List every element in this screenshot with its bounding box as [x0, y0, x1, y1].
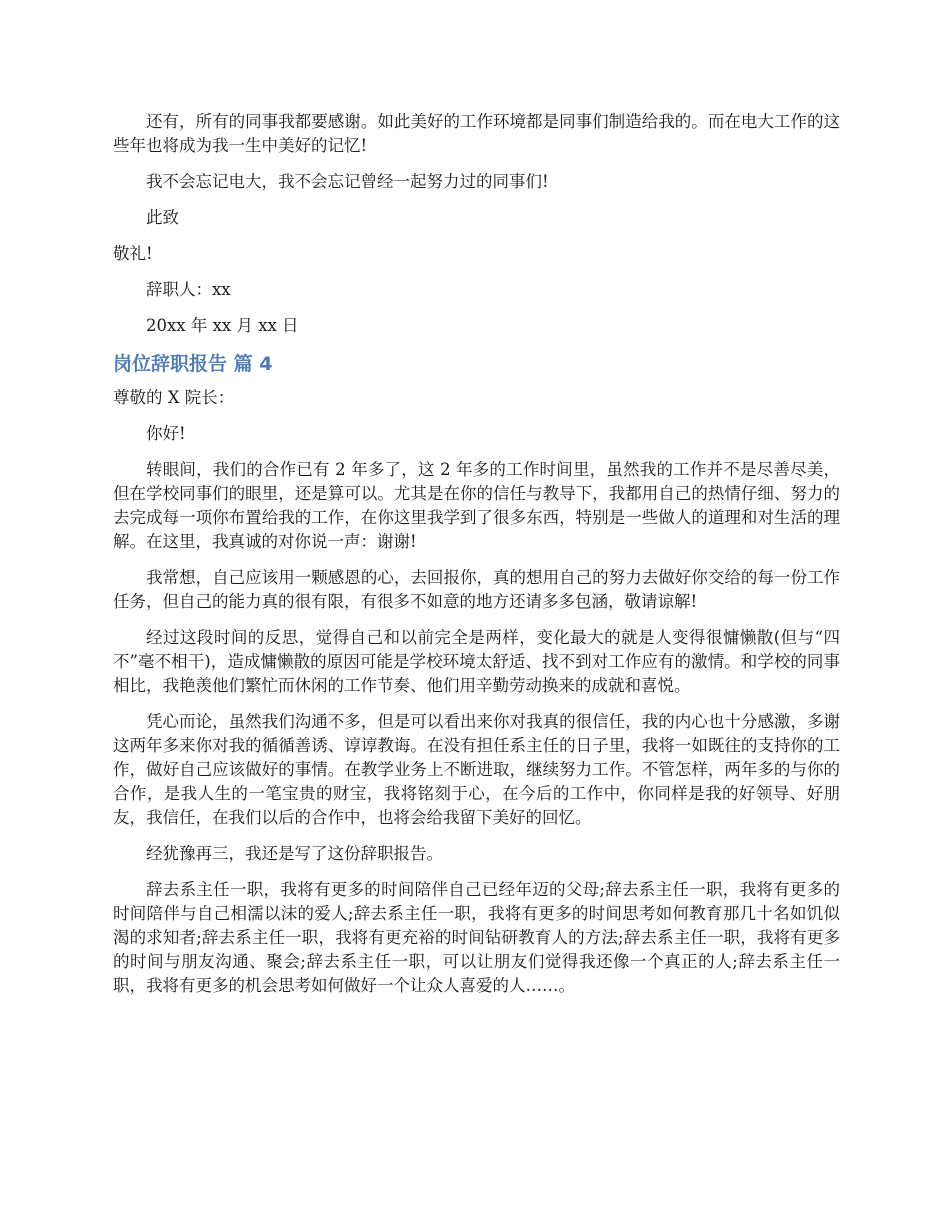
paragraph-body-1: 转眼间，我们的合作已有 2 年多了，这 2 年多的工作时间里，虽然我的工作并不是尽善尽美，但在学校同事们的眼里，还是算可以。尤其是在你的信任与教导下，我都用自己的热情仔细、努力的去完成每一项你布置给我的工作，在你这里我学到了很多东西，特别是一些做人的道理和对生活的理解。在这里，我真诚的对你说一声：谢谢!	[113, 460, 840, 551]
paragraph-body-3: 经过这段时间的反思，觉得自己和以前完全是两样，变化最大的就是人变得很慵懒散(但与“四不”毫不相干)，造成慵懒散的原因可能是学校环境太舒适、找不到对工作应有的激情。和学校的同事相比，我艳羡他们繁忙而休闲的工作节奏、他们用辛勤劳动换来的成就和喜悦。	[113, 628, 840, 695]
document-body	[113, 110, 840, 1010]
paragraph-cizhi: 此致	[146, 208, 179, 227]
paragraph-body-5: 经犹豫再三，我还是写了这份辞职报告。	[146, 844, 443, 863]
greeting: 你好!	[146, 424, 186, 443]
closing-jingli: 敬礼!	[113, 244, 153, 263]
date-line: 20xx 年 xx 月 xx 日	[146, 316, 299, 335]
paragraph-body-4: 凭心而论，虽然我们沟通不多，但是可以看出来你对我真的很信任，我的内心也十分感激，多谢这两年多来你对我的循循善诱、谆谆教诲。在没有担任系主任的日子里，我将一如既往的支持你的工作，做好自己应该做好的事情。在教学业务上不断进取，继续努力工作。不管怎样，两年多的与你的合作，是我人生的一笔宝贵的财宝，我将铭刻于心，在今后的工作中，你同样是我的好领导、好朋友，我信任，在我们以后的合作中，也将会给我留下美好的回忆。	[113, 712, 840, 827]
paragraph-body-6: 辞去系主任一职，我将有更多的时间陪伴自己已经年迈的父母;辞去系主任一职，我将有更多的时间陪伴与自己相濡以沫的爱人;辞去系主任一职，我将有更多的时间思考如何教育那几十名如饥似渴的求知者;辞去系主任一职，我将有更充裕的时间钻研教育人的方法;辞去系主任一职，我将有更多的时间与朋友沟通、聚会;辞去系主任一职，可以让朋友们觉得我还像一个真正的人;辞去系主任一职，我将有更多的机会思考如何做好一个让众人喜爱的人……。	[113, 880, 840, 995]
paragraph-body-2: 我常想，自己应该用一颗感恩的心，去回报你，真的想用自己的努力去做好你交给的每一份工作任务，但自己的能力真的很有限，有很多不如意的地方还请多多包涵，敬请谅解!	[113, 568, 840, 611]
signature-line: 辞职人：xx	[146, 280, 231, 299]
salutation: 尊敬的 X 院长：	[113, 388, 235, 407]
section-heading: 岗位辞职报告 篇 4	[113, 353, 273, 375]
paragraph-thanks: 还有，所有的同事我都要感谢。如此美好的工作环境都是同事们制造给我的。而在电大工作的这些年也将成为我一生中美好的记忆!	[113, 112, 840, 155]
paragraph-remember: 我不会忘记电大，我不会忘记曾经一起努力过的同事们!	[146, 172, 549, 191]
